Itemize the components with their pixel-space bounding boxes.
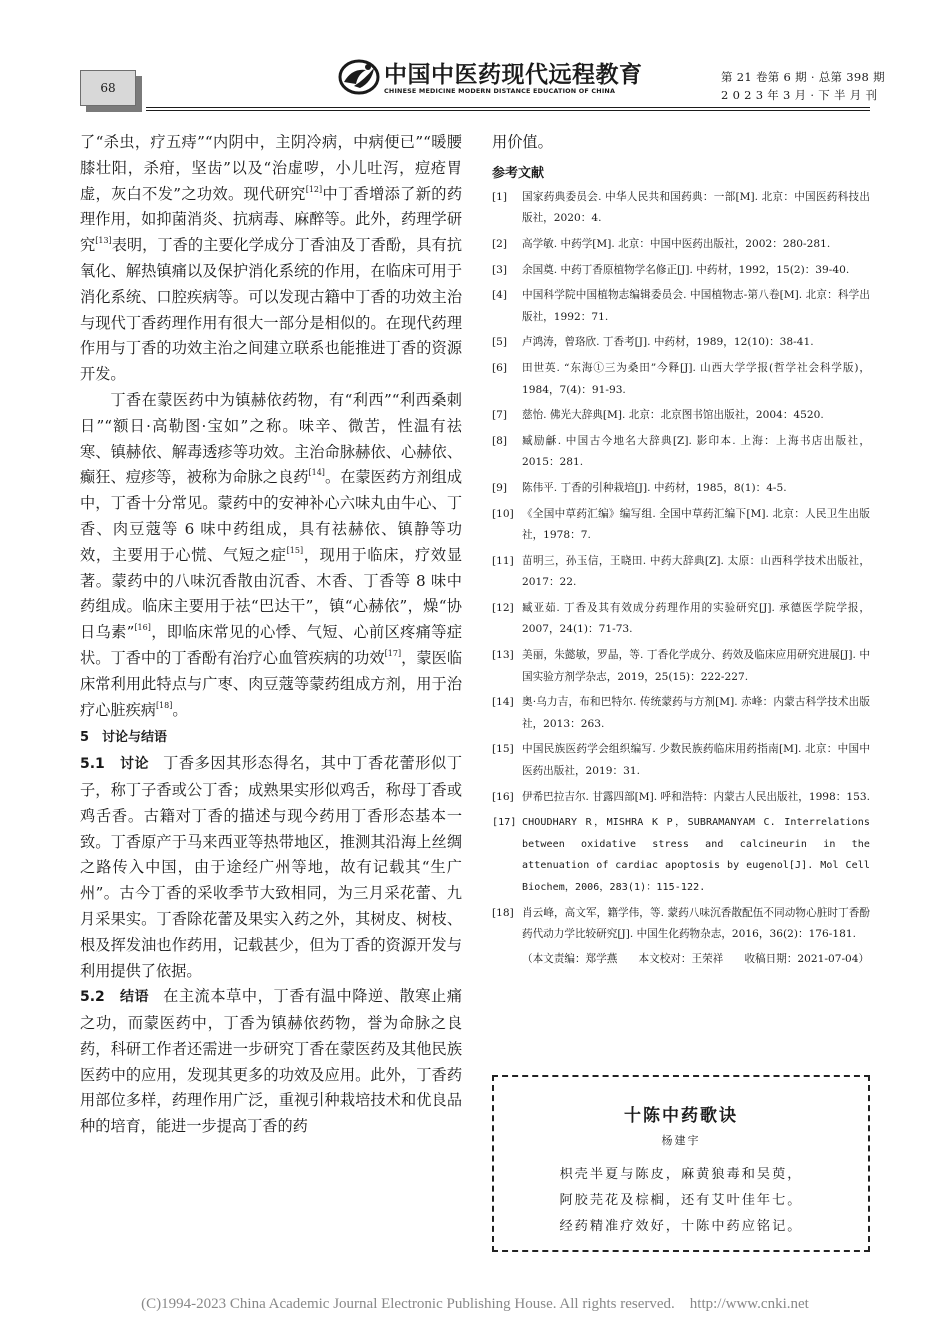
poem-line-3: 经药精准疗效好，十陈中药应铭记。 — [559, 1219, 803, 1234]
reference-item: [8] 臧励龢. 中国古今地名大辞典[Z]. 影印本. 上海：上海书店出版社，2015：281. — [492, 434, 870, 469]
citation: [12] — [305, 184, 323, 194]
copyright-watermark: (C)1994-2023 China Academic Journal Electronic Publishing House. All rights reserved. http://www.cnki.net — [141, 1296, 809, 1312]
editor-note: （本文责编：郑学燕 本文校对：王荣祥 收稿日期：2021-07-04） — [522, 952, 870, 965]
citation: [14] — [308, 468, 325, 478]
paragraph-continuation: 用价值。 — [492, 133, 553, 151]
reference-item: [16] 伊希巴拉吉尔. 甘露四部[M]. 呼和浩特：内蒙古人民出版社，1998：153. — [492, 790, 870, 803]
reference-item: [15] 中国民族医药学会组织编写. 少数民族药临床用药指南[M]. 北京：中国中医药出版社，2019：31. — [492, 743, 870, 778]
journal-title: 中国中医药现代远程教育 — [384, 62, 643, 88]
citation: [18] — [155, 700, 173, 710]
issue-info — [721, 68, 885, 104]
reference-item: [14] 奥·乌力吉，布和巴特尔. 传统蒙药与方剂[M]. 赤峰：内蒙古科学技术出版社，2013：263. — [492, 696, 870, 730]
reference-item: [18] 肖云峰，高文军，籍学伟，等. 蒙药八味沉香散配伍不同动物心脏时丁香酚药代动力学比较研究[J]. 中国生化药物杂志，2016，36(2)：176-181. — [492, 906, 870, 941]
reference-item: [4] 中国科学院中国植物志编辑委员会. 中国植物志-第八卷[M]. 北京：科学出版社，1992：71. — [492, 289, 870, 323]
poem-line-2: 阿胶芫花及棕榈，还有艾叶佳年七。 — [559, 1193, 803, 1208]
subsection-heading-5-2: 5.2 结语 — [80, 989, 150, 1006]
journal-subtitle: CHINESE MEDICINE MODERN DISTANCE EDUCATION OF CHINA — [384, 87, 616, 95]
paragraph-1: 了“杀虫，疗五痔”“内阴中，主阴冷病，中病便已”“暖腰膝壮阳，杀疳，坚齿”以及“治虚哕，小儿吐泻，痘疮胃虚，灰白不发”之功效。现代研究[12]中丁香增添了新的药理作用，如抑菌消炎、抗病毒、麻醉等。此外，药理学研究[13]表明，丁香的主要化学成分丁香油及丁香酚，具有抗氧化、解热镇痛以及保护消化系统的作用，在临床可用于消化系统、口腔疾病等。可以发现古籍中丁香的功效主治与现代丁香药理作用有很大一部分是相似的。在现代药理作用与丁香的功效主治之间建立联系也能推进丁香的资源开发。 — [80, 133, 463, 384]
page-number: 68 — [80, 70, 136, 106]
header-rule-top — [146, 107, 870, 108]
citation: [13] — [95, 236, 112, 246]
poem-title: 十陈中药歌诀 — [624, 1106, 738, 1126]
page-number-tab — [80, 70, 142, 114]
issue-line: 第 21 卷第 6 期 · 总第 398 期 — [721, 70, 885, 84]
journal-logo-icon — [338, 58, 380, 96]
reference-item: [10] 《全国中草药汇编》编写组. 全国中草药汇编下[M]. 北京：人民卫生出版社，1978：7. — [492, 507, 870, 542]
reference-item: [2] 高学敏. 中药学[M]. 北京：中国中医药出版社，2002：280-281. — [492, 237, 831, 250]
reference-item: [12] 臧亚茹. 丁香及其有效成分药理作用的实验研究[J]. 承德医学院学报，2007，24(1)：71-73. — [492, 601, 870, 636]
citation: [16] — [134, 623, 151, 633]
poem-line-1: 枳壳半夏与陈皮，麻黄狼毒和吴萸， — [559, 1167, 803, 1182]
header-rule-bottom — [146, 110, 870, 111]
reference-item: [17] CHOUDHARY R，MISHRA K P，SUBRAMANYAM C. Interrelations between oxidative stress and calcineurin in the attenuation of cardiac apoptosis by eugenol[J]. Mol Cell Biochem，2006，283(1)：115-122. — [492, 817, 870, 894]
reference-item: [5] 卢鸿涛，曾珞欣. 丁香考[J]. 中药材，1989，12(10)：38-41. — [492, 336, 814, 349]
paragraph-2: 丁香在蒙医药中为镇赫依药物，有“利西”“利西桑刺日”“额日·高勒图·宝如”之称。味辛、微苦，性温有祛寒、镇赫依、解毒透疹等功效。主治命脉赫依、心赫依、癫狂、痘疹等，被称为命脉之良药[14]。在蒙医药方剂组成中，丁香十分常见。蒙药中的安神补心六味丸由牛心、丁香、肉豆蔻等 6 味中药组成，具有祛赫依、镇静等功效，主要用于心慌、气短之症[15]，现用于临床，疗效显著。蒙药中的八味沉香散由沉香、木香、丁香等 8 味中药组成。临床主要用于祛“巴达干”，镇“心赫依”，燥“协日乌素”[16]，即临床常见的心悸、气短、心前区疼痛等症状。丁香中的丁香酚有治疗心血管疾病的功效[17]，蒙医临床常利用此特点与广枣、肉豆蔻等蒙药组成方剂，用于治疗心脏疾病[18]。 — [80, 390, 463, 719]
reference-list — [492, 187, 870, 946]
references-heading: 参考文献 — [492, 165, 545, 181]
poem-box — [492, 1075, 870, 1252]
reference-item: [3] 余国奠. 中药丁香原植物学名修正[J]. 中药材，1992，15(2)：39-40. — [492, 263, 850, 276]
reference-item: [7] 慈怡. 佛光大辞典[M]. 北京：北京图书馆出版社，2004：4520. — [492, 409, 824, 422]
citation: [15] — [286, 545, 304, 555]
citation: [17] — [384, 648, 402, 658]
date-line: 2 0 2 3 年 3 月 · 下 半 月 刊 — [721, 88, 878, 102]
reference-item: [1] 国家药典委员会. 中华人民共和国药典：一部[M]. 北京：中国医药科技出版社，2020：4. — [492, 190, 870, 225]
left-column — [80, 130, 462, 1140]
reference-item: [11] 苗明三，孙玉信，王晓田. 中药大辞典[Z]. 太原：山西科学技术出版社，2017：22. — [492, 554, 870, 589]
poem-author: 杨建宇 — [661, 1134, 701, 1147]
reference-item: [9] 陈伟平. 丁香的引种栽培[J]. 中药材，1985，8(1)：4-5. — [492, 481, 787, 494]
reference-item: [13] 美丽，朱懿敏，罗晶，等. 丁香化学成分、药效及临床应用研究进展[J]. 中国实验方剂学杂志，2019，25(15)：222-227. — [492, 649, 870, 683]
paragraph-5-1: 5.1 讨论 丁香多因其形态得名，其中丁香花蕾形似丁子，称丁子香或公丁香；成熟果实形似鸡舌，称母丁香或鸡舌香。古籍对丁香的描述与现今药用丁香形态基本一致。丁香原产于马来西亚等热带地区，推测其沿海上丝绸之路传入中国，由于途经广州等地，故有记载其“生广州”。古今丁香的采收季节大致相同，为三月采花蕾、九月采果实。丁香除花蕾及果实入药之外，其树皮、树枝、根及挥发油也作药用，记载甚少，但为丁香的资源开发与利用提供了依据。 — [80, 754, 463, 980]
section-heading-5: 5 讨论与结语 — [80, 730, 168, 746]
right-column — [492, 130, 870, 968]
paragraph-5-2: 5.2 结语 在主流本草中，丁香有温中降逆、散寒止痛之功，而蒙医药中，丁香为镇赫依药物，誉为命脉之良药，科研工作者还需进一步研究丁香在蒙医药及其他民族医药中的应用，发现其更多的功效及应用。此外，丁香药用部位多样，药理作用广泛，重视引种栽培技术和优良品种的培育，能进一步提高丁香的药 — [80, 987, 463, 1136]
reference-item: [6] 田世英. “东海①三为桑田”今释[J]. 山西大学学报(哲学社会科学版)，1984，7(4)：91-93. — [492, 361, 870, 396]
subsection-heading-5-1: 5.1 讨论 — [80, 756, 150, 773]
